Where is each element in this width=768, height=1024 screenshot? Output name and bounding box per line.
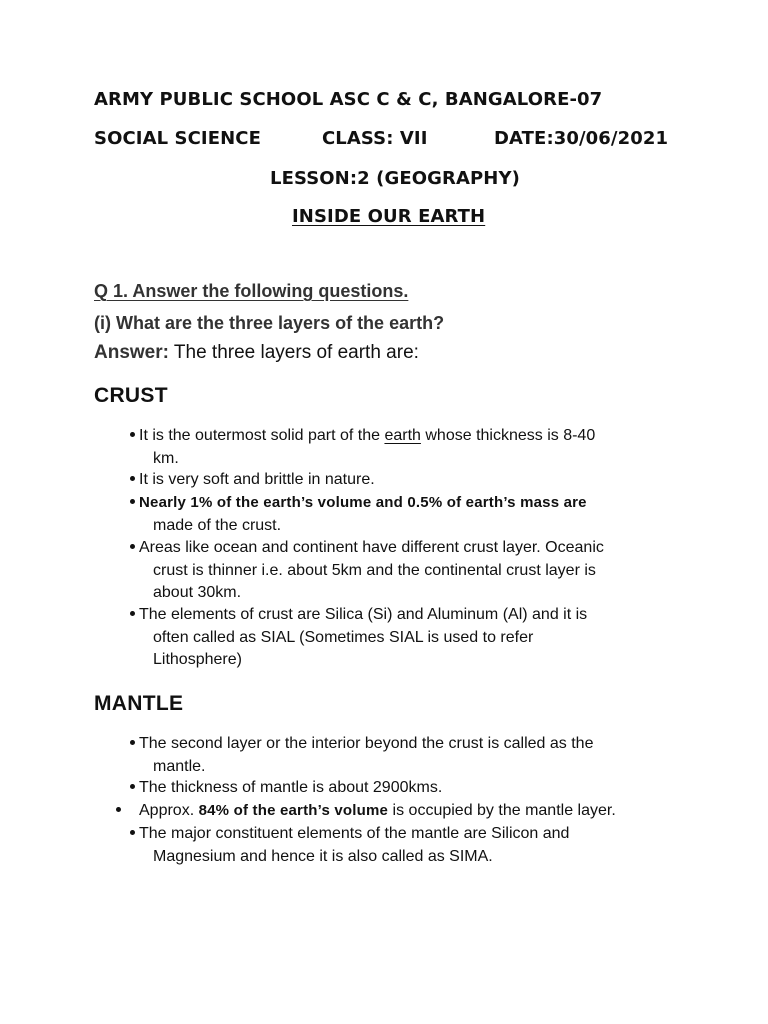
subject-label: SOCIAL SCIENCE xyxy=(94,128,261,149)
bullet-icon xyxy=(130,784,135,789)
answer-label: Answer: xyxy=(94,342,169,363)
answer-text: The three layers of earth are: xyxy=(168,342,419,363)
crust-bullet-2: It is very soft and brittle in nature. xyxy=(130,469,690,492)
school-title: ARMY PUBLIC SCHOOL ASC C & C, BANGALORE-07 xyxy=(94,89,603,110)
crust-bullet-5: The elements of crust are Silica (Si) and Aluminum (Al) and it is often called as SIAL (Sometimes SIAL is used to refer Lithosphere) xyxy=(130,604,690,672)
bullet-icon xyxy=(130,544,135,549)
chapter-title: INSIDE OUR EARTH xyxy=(292,206,486,227)
earth-link: earth xyxy=(384,427,421,444)
answer-line xyxy=(94,342,419,364)
crust-bullet-1: It is the outermost solid part of the earth whose thickness is 8-40 km. xyxy=(130,425,690,470)
crust-heading: CRUST xyxy=(94,384,168,407)
bullet-icon xyxy=(130,830,135,835)
mantle-bullet-4: The major constituent elements of the mantle are Silicon and Magnesium and hence it is also called as SIMA. xyxy=(130,823,690,868)
mantle-heading: MANTLE xyxy=(94,692,184,715)
mantle-bullet-2: The thickness of mantle is about 2900kms. xyxy=(130,777,690,800)
question-heading: Q 1. Answer the following questions. xyxy=(94,281,409,301)
class-label: CLASS: VII xyxy=(322,128,428,149)
crust-bullet-3: Nearly 1% of the earth’s volume and 0.5% of earth’s mass are made of the crust. xyxy=(130,492,690,537)
bullet-icon xyxy=(116,807,121,812)
bullet-icon xyxy=(130,432,135,437)
mantle-bullet-1: The second layer or the interior beyond the crust is called as the mantle. xyxy=(130,733,690,778)
bullet-icon xyxy=(130,611,135,616)
question-i: (i) What are the three layers of the earth? xyxy=(94,313,445,333)
bullet-icon xyxy=(130,499,135,504)
crust-bullet-4: Areas like ocean and continent have different crust layer. Oceanic crust is thinner i.e. about 5km and the continental crust layer is about 30km. xyxy=(130,537,690,605)
bullet-icon xyxy=(130,476,135,481)
mantle-bullet-3: Approx. 84% of the earth’s volume is occupied by the mantle layer. xyxy=(116,800,716,823)
date-label: DATE:30/06/2021 xyxy=(494,128,669,149)
bullet-icon xyxy=(130,740,135,745)
lesson-label: LESSON:2 (GEOGRAPHY) xyxy=(270,168,520,189)
